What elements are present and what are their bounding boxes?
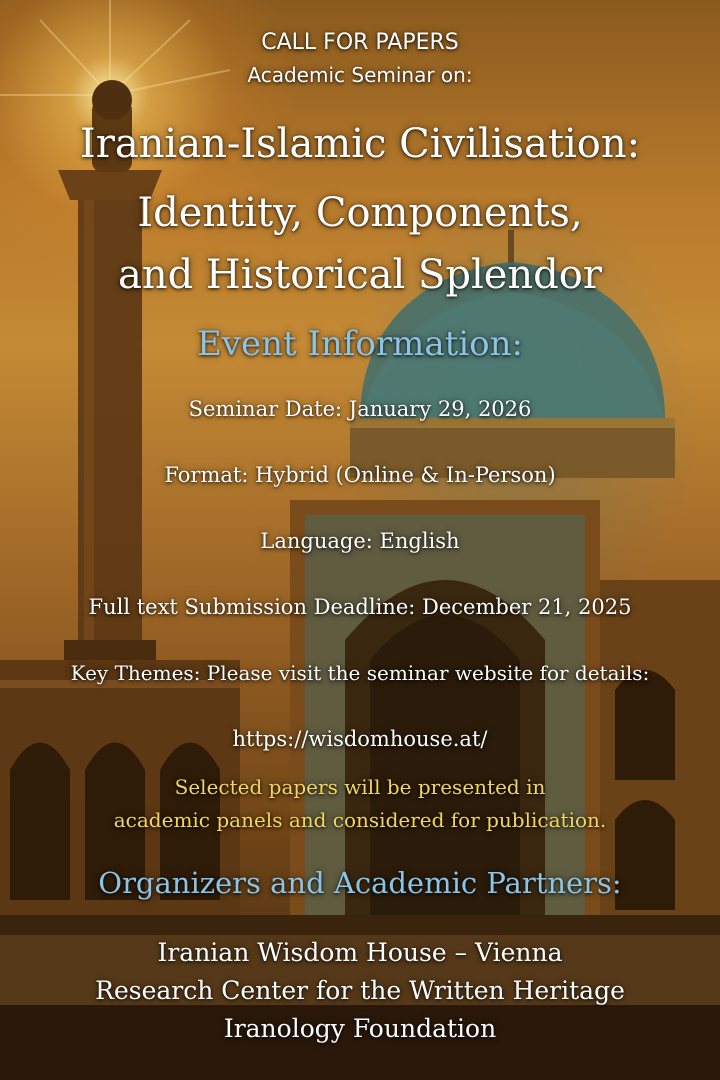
website-link[interactable]: https://wisdomhouse.at/ xyxy=(232,727,488,751)
submission-deadline: Full text Submission Deadline: December 21, 2025 xyxy=(88,595,632,619)
seminar-subtitle: Academic Seminar on: xyxy=(247,63,473,87)
organizers-heading: Organizers and Academic Partners: xyxy=(98,866,622,900)
title-line-3: and Historical Splendor xyxy=(117,252,602,298)
organizer-item: Iranian Wisdom House – Vienna xyxy=(157,938,563,967)
seminar-date: Seminar Date: January 29, 2026 xyxy=(188,397,532,421)
key-themes: Key Themes: Please visit the seminar website for details: xyxy=(70,661,650,685)
seminar-language: Language: English xyxy=(260,529,460,553)
title-line-2: Identity, Components, xyxy=(137,190,583,236)
event-heading: Event Information: xyxy=(196,324,524,364)
call-for-papers: CALL FOR PAPERS xyxy=(261,30,459,55)
organizer-item: Research Center for the Written Heritage xyxy=(95,976,625,1005)
organizer-item: Iranology Foundation xyxy=(223,1014,497,1043)
title-line-1: Iranian-Islamic Civilisation: xyxy=(79,121,641,167)
note-line-1: Selected papers will be presented in xyxy=(174,775,546,799)
seminar-format: Format: Hybrid (Online & In-Person) xyxy=(164,463,556,487)
note-line-2: academic panels and considered for publication. xyxy=(113,808,607,832)
